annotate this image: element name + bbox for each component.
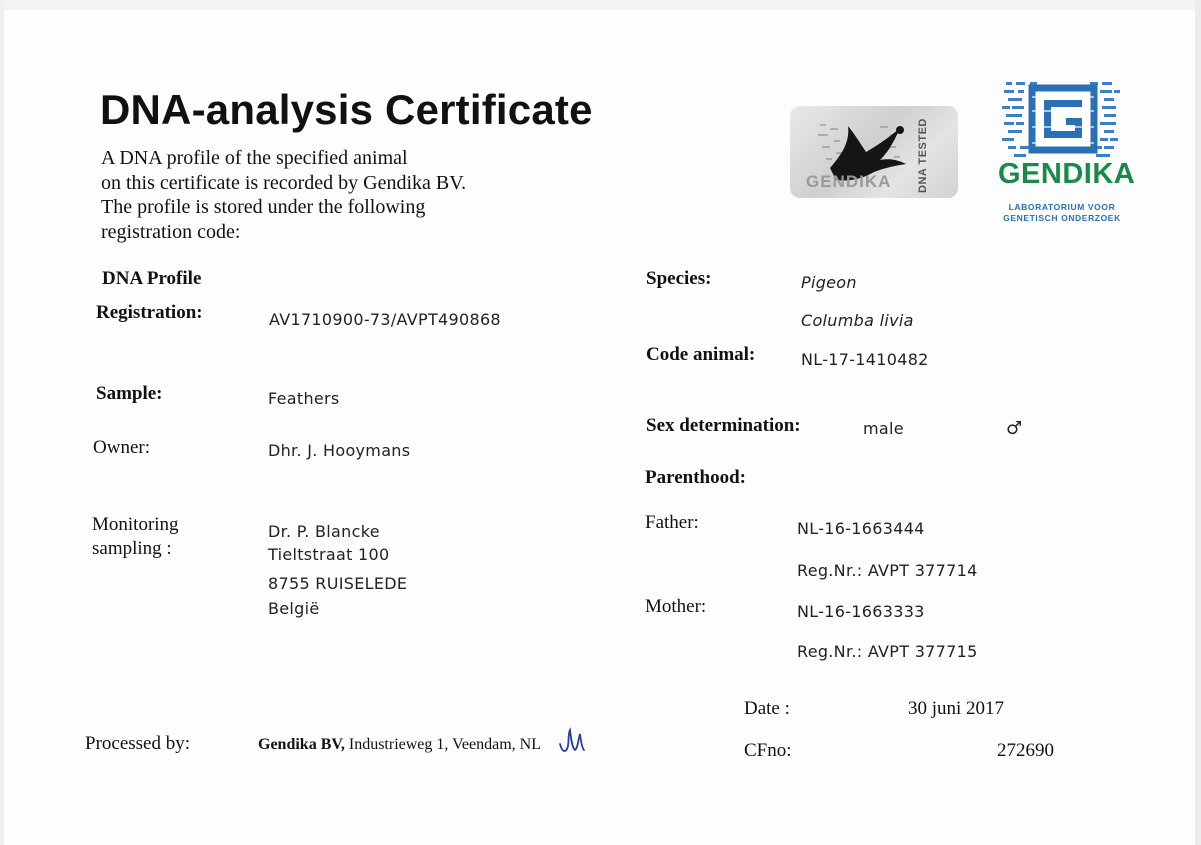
processed-by-value [258, 736, 541, 754]
cfno-value: 272690 [997, 740, 1054, 761]
monitoring-line: Dr. P. Blancke [268, 522, 380, 541]
badge-brand: GENDIKA [806, 172, 892, 191]
logo-sub-line: LABORATORIUM VOOR [1008, 202, 1116, 212]
cfno-label: CFno: [744, 740, 792, 761]
intro-line: The profile is stored under the following [101, 196, 426, 218]
owner-value: Dhr. J. Hooymans [268, 441, 411, 460]
monitoring-line: Tieltstraat 100 [268, 545, 390, 564]
gendika-g-logo-icon [1000, 78, 1126, 160]
mother-label: Mother: [645, 596, 707, 617]
sample-label: Sample: [96, 383, 163, 404]
mother-value: NL-16-1663333 [797, 602, 925, 621]
species-common: Pigeon [801, 273, 857, 292]
owner-label: Owner: [93, 437, 150, 458]
scan-edge-right [1195, 0, 1201, 845]
code-animal-label: Code animal: [646, 344, 756, 365]
father-value: NL-16-1663444 [797, 519, 925, 538]
registration-label: Registration: [96, 302, 203, 323]
sample-value: Feathers [268, 389, 340, 408]
certificate-title: DNA-analysis Certificate [100, 86, 593, 133]
scan-edge-top [0, 0, 1201, 10]
intro-line: on this certificate is recorded by Gendika BV. [101, 171, 467, 194]
intro-text [101, 146, 541, 244]
badge-side-text: DNA TESTED [917, 118, 929, 194]
monitoring-label: Monitoring [92, 514, 179, 535]
registration-value: AV1710900-73/AVPT490868 [269, 310, 501, 329]
monitoring-label: sampling : [92, 538, 172, 559]
date-label: Date : [744, 698, 790, 719]
monitoring-line: België [268, 599, 320, 618]
species-label: Species: [646, 268, 712, 289]
code-animal-value: NL-17-1410482 [801, 350, 929, 369]
monitoring-line: 8755 RUISELEDE [268, 574, 408, 593]
male-symbol-icon: ♂ [1006, 418, 1023, 439]
intro-line: A DNA profile of the specified animal [101, 147, 408, 169]
dna-profile-heading: DNA Profile [102, 268, 202, 289]
processed-by-label: Processed by: [85, 733, 191, 754]
mother-reg: Reg.Nr.: AVPT 377715 [797, 642, 978, 661]
intro-line: registration code: [101, 220, 241, 243]
scan-edge-left [0, 0, 4, 845]
processed-address: Industrieweg 1, Veendam, NL [344, 736, 541, 753]
signature-mark [556, 724, 586, 756]
sex-value: male [863, 419, 904, 438]
father-reg: Reg.Nr.: AVPT 377714 [797, 561, 978, 580]
father-label: Father: [645, 512, 699, 533]
sex-determination-label: Sex determination: [646, 415, 801, 436]
logo-sub-line: GENETISCH ONDERZOEK [1003, 213, 1121, 223]
date-value: 30 juni 2017 [908, 698, 1005, 719]
species-latin: Columba livia [801, 311, 914, 330]
processed-company: Gendika BV, [258, 736, 345, 753]
dna-tested-badge [790, 106, 958, 198]
gendika-logo-subtitle [992, 202, 1132, 224]
parenthood-label: Parenthood: [645, 467, 746, 488]
gendika-logo-name: GENDIKA [998, 158, 1136, 190]
